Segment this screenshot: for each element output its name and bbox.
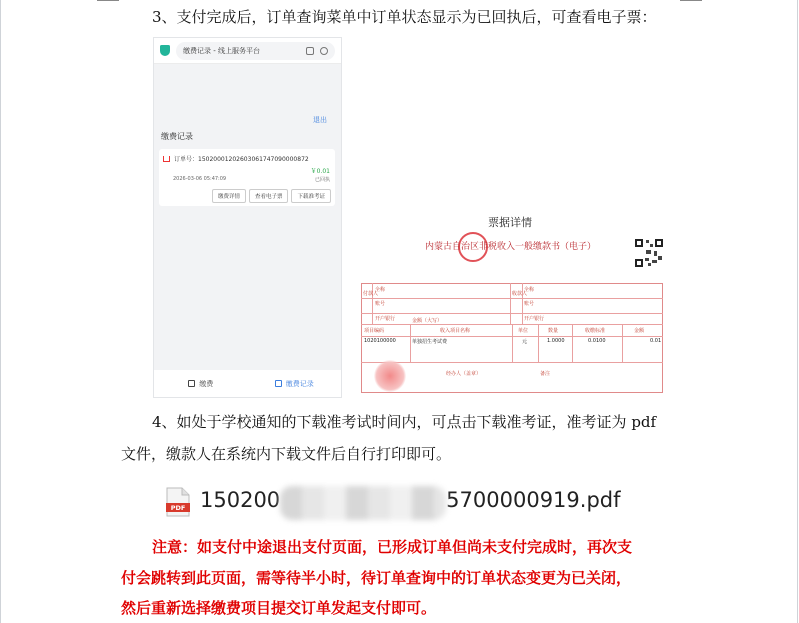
- cart-icon: [163, 156, 170, 162]
- phone-screenshot: [153, 37, 342, 398]
- payment-details-button[interactable]: 缴费详情: [212, 189, 246, 203]
- phone-page-title: 缴费记录 - 线上服务平台: [183, 46, 260, 55]
- tab-payment[interactable]: [154, 370, 248, 397]
- step3-text: 3、支付完成后，订单查询菜单中订单状态显示为已回执后，可查看电子票：: [152, 8, 657, 26]
- handler-seal: [374, 360, 406, 392]
- invoice-title: 票据详情: [488, 216, 532, 229]
- order-amount: ￥0.01: [310, 168, 330, 175]
- label-bank-payer: 开户银行: [375, 316, 396, 322]
- invoice-vline-6: [538, 324, 539, 362]
- page-corner-mark-right: [680, 0, 702, 1]
- row-item-name: 单独招生考试费: [412, 339, 448, 345]
- note-line2: 付会跳转到此页面，需等待半小时，待订单查询中的订单状态变更为已关闭，: [121, 569, 632, 587]
- invoice-vline-5: [512, 324, 513, 362]
- col-qty: 数量: [548, 328, 559, 334]
- page-left-edge: [0, 0, 1, 623]
- redacted-filename-blur: [280, 486, 446, 520]
- label-payer: 付款人: [363, 291, 379, 297]
- phone-top-bar: [154, 38, 341, 64]
- tab-payment-records-label: 缴费记录: [285, 379, 314, 388]
- order-date: 2026-03-06 05:47:09: [173, 176, 227, 182]
- col-unit: 单位: [518, 328, 529, 334]
- step4-text-line1: 4、如处于学校通知的下载准考试时间内，可点击下载准考证，准考证为 pdf: [152, 413, 657, 431]
- payment-tab-icon: [188, 380, 195, 387]
- page-right-edge: [797, 0, 798, 623]
- row-std: 0.0100: [588, 338, 606, 344]
- pdf-name-suffix: 5700000919.pdf: [446, 488, 621, 512]
- shield-icon: [160, 45, 170, 56]
- order-actions: [212, 189, 331, 203]
- invoice-line-1: [361, 298, 663, 299]
- invoice-vline-4: [410, 324, 411, 362]
- view-e-ticket-button[interactable]: 查看电子票: [249, 189, 289, 203]
- invoice-line-5: [361, 362, 663, 363]
- invoice-vline-2: [510, 283, 511, 325]
- row-unit: 元: [522, 339, 528, 345]
- tab-payment-label: 缴费: [199, 379, 214, 388]
- label-total: 金额（大写）: [412, 318, 443, 324]
- download-admission-button[interactable]: 下载准考证: [291, 189, 331, 203]
- label-payee: 收款人: [512, 291, 528, 297]
- invoice-vline-7: [572, 324, 573, 362]
- order-number-row: [163, 154, 309, 163]
- page-corner-mark-left: [97, 0, 119, 1]
- invoice-subtitle: 内蒙古自治区非税收入一般缴款书（电子）: [425, 242, 597, 252]
- order-card: [159, 149, 335, 206]
- logout-link[interactable]: 退出: [313, 116, 327, 124]
- note-line3: 然后重新选择缴费项目提交订单发起支付即可。: [121, 599, 437, 617]
- col-amount: 金额: [634, 328, 645, 334]
- col-std: 收缴标准: [585, 328, 606, 334]
- row-item-code: 1020100000: [364, 338, 396, 344]
- records-tab-icon: [275, 380, 282, 387]
- qr-code-icon: [634, 238, 664, 268]
- col-item-code: 项目编码: [364, 328, 385, 334]
- tab-payment-records[interactable]: [248, 370, 342, 397]
- bookmark-icon[interactable]: [306, 47, 314, 55]
- col-item-name: 收入项目名称: [440, 328, 471, 334]
- order-status: 已回执: [314, 177, 330, 183]
- refresh-icon[interactable]: [320, 47, 328, 55]
- step4-text-line2: 文件，缴款人在系统内下载文件后自行打印即可。: [121, 445, 452, 463]
- pdf-icon-label: PDF: [170, 504, 186, 512]
- label-memo: 备注: [540, 371, 551, 377]
- label-account-payer: 账号: [375, 301, 386, 307]
- section-title: 缴费记录: [161, 132, 193, 141]
- pdf-file-icon[interactable]: [166, 487, 190, 517]
- label-bank-payee: 开户银行: [524, 316, 545, 322]
- row-qty: 1.0000: [547, 338, 565, 344]
- phone-tab-bar: [154, 370, 341, 397]
- label-account-payee: 账号: [524, 301, 535, 307]
- pdf-name-prefix: 150200: [200, 488, 281, 512]
- note-line1: 注意：如支付中途退出支付页面，已形成订单但尚未支付完成时，再次支: [152, 538, 633, 556]
- order-number: 订单号：15020001202603061747090000872: [174, 156, 309, 163]
- label-full-name-payer: 全称: [375, 287, 386, 293]
- row-amount: 0.01: [650, 338, 662, 344]
- label-handler: 经办人（盖章）: [446, 371, 482, 377]
- phone-url-bar[interactable]: [176, 42, 335, 60]
- invoice-line-2: [361, 313, 663, 314]
- label-full-name-payee: 全称: [524, 287, 535, 293]
- invoice-vline-8: [622, 324, 623, 362]
